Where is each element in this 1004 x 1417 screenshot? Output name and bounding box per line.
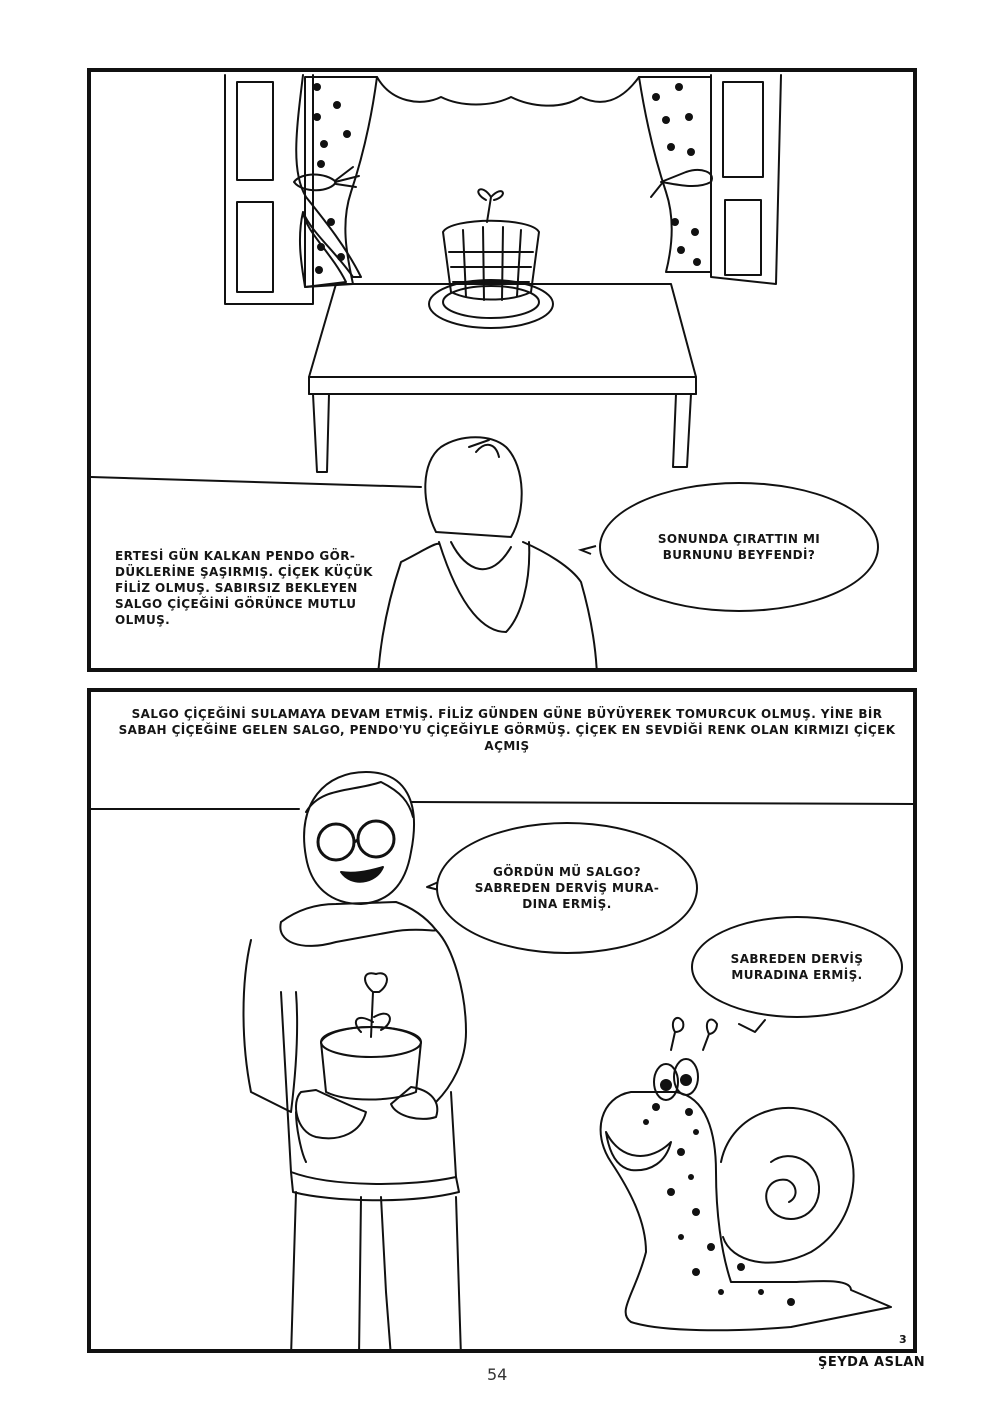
speech-bubble-salgo-panel-1 [599,482,879,612]
speech-bubble-pendo [436,822,698,954]
speech-bubble-text: SONUNDA ÇIRATTIN MI BURNUNU BEYFENDİ? [657,532,821,562]
page-number: 54 [487,1365,508,1384]
comic-panel-2 [87,688,917,1353]
speech-bubble-text: GÖRDÜN MÜ SALGO? SABREDEN DERVİŞ MURA- DINA ERMİŞ. [474,865,660,911]
comic-panel-1 [87,68,917,672]
panel-number: 3 [899,1333,908,1346]
pendo-front-view [244,772,467,1353]
pendo-and-salgo-illustration [91,692,917,1353]
panel-1-narration: ERTESİ GÜN KALKAN PENDO GÖR- DÜKLERİNE ŞAŞIRMIŞ. ÇİÇEK KÜÇÜK FİLİZ OLMUŞ. SABIRSIZ BEKLEYEN SALGO ÇİÇEĞİNİ GÖRÜNCE MUTLU OLMUŞ. [115,549,373,627]
speech-tail-salgo [739,1020,765,1032]
salgo-snail [601,1018,891,1330]
speech-bubble-text: SABREDEN DERVİŞ MURADINA ERMİŞ. [730,952,864,982]
panel-2-narration: SALGO ÇİÇEĞİNİ SULAMAYA DEVAM ETMİŞ. FİLİZ GÜNDEN GÜNE BÜYÜYEREK TOMURCUK OLMUŞ. YİNE BİR SABAH ÇİÇEĞİNE GELEN SALGO, PENDO'YU ÇİÇEĞİYLE GÖRMÜŞ. ÇİÇEK EN SEVDİĞİ RENK OLAN KIRMIZI ÇİÇEK AÇMIŞ [118,707,896,753]
author-name: ŞEYDA ASLAN [818,1355,926,1370]
speech-bubble-salgo [691,916,903,1018]
